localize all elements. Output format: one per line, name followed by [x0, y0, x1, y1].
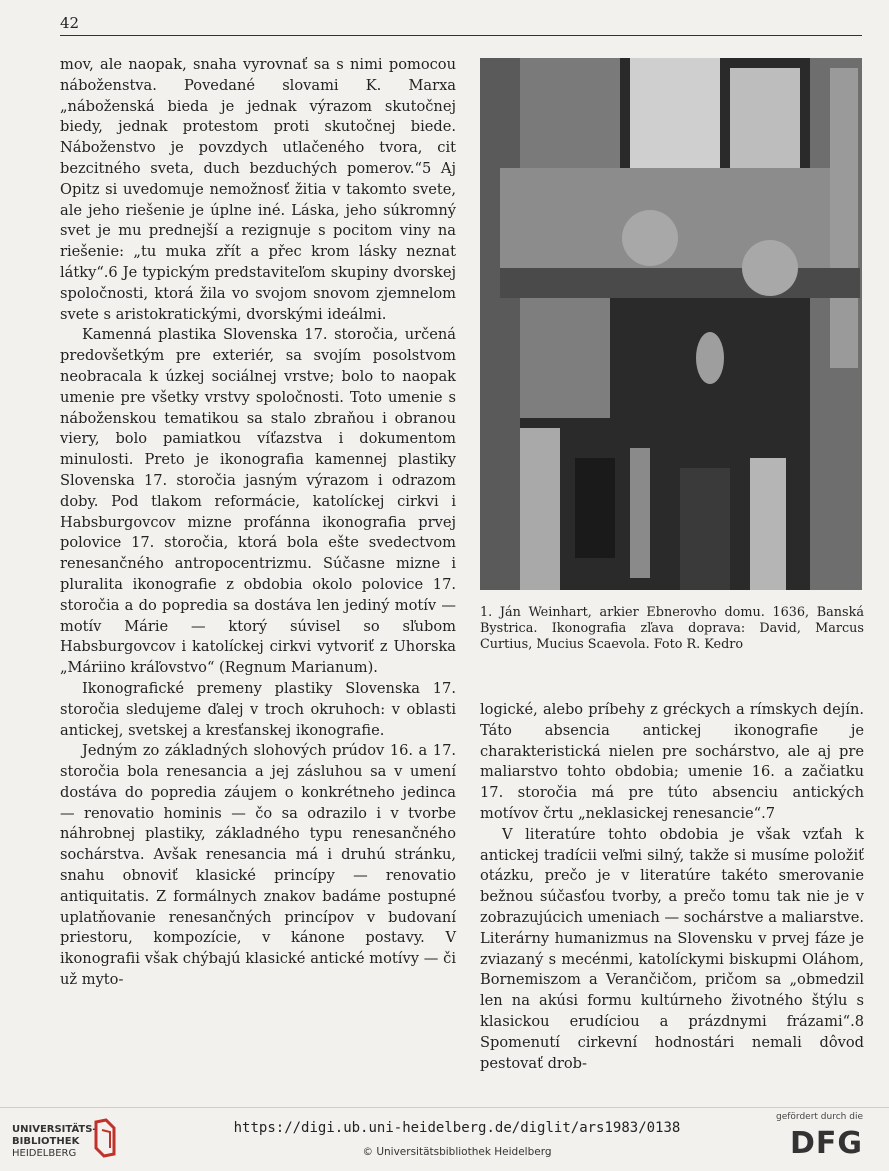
oriel-photograph [480, 58, 862, 590]
paragraph: mov, ale naopak, snaha vyrovnať sa s nimi pomocou náboženstva. Povedané slovami K. Marxa „náboženská bieda je jednak výrazom skutočnej biedy, jednak protestom proti skutočnej biede. Náboženstvo je povzdych utlačeného tvora, cit bezcitného sveta, duch bezduchých pomerov.“5 Aj Opitz si uvedomuje nemožnosť žitia v takomto svete, ale jeho riešenie je úplne iné. Láska, jeho súkromný svet je mu prednejší a rezignuje s pocitom viny na riešenie: „tu muka zřít a přec krom lásky neznat látky“.6 Je typickým predstaviteľom skupiny dvorskej spoločnosti, ktorá žila vo svojom snovom zjemnelom svete s aristokratickými, dvorskými ideálmi. [60, 56, 456, 323]
right-column [480, 700, 864, 1074]
library-line: UNIVERSITÄTS- [12, 1124, 97, 1135]
library-logo-text[interactable] [12, 1124, 97, 1160]
oriel-illustration [480, 58, 862, 590]
viewer-footer [0, 1107, 889, 1171]
library-line: BIBLIOTHEK [12, 1136, 80, 1147]
copyright-notice: © Universitätsbibliothek Heidelberg [362, 1146, 552, 1158]
paragraph: logické, alebo príbehy z gréckych a rímskych dejín. Táto absencia antickej ikonografie je charakteristická nielen pre sochárstvo, ale aj pre maliarstvo tohto obdobia; umenie 16. a začiatku 17. storočia má pre túto absenciu antických motívov črtu „neklasickej renesancie“.7 [480, 701, 864, 822]
page-number: 42 [60, 14, 80, 32]
header-rule [60, 35, 862, 36]
paragraph: V literatúre tohto obdobia je však vzťah k antickej tradícii veľmi silný, takže si musíme položiť otázku, prečo je v literatúre takéto smerovanie bežnou súčasťou tvorby, a prečo tomu tak nie je v zobrazujúcich umeniach — sochárstve a maliarstve. Literárny humanizmus na Slovensku v prvej fáze je zviazaný s mecénmi, katolíckymi biskupmi Oláhom, Bornemiszom a Verančičom, pričom sa „obmedzil len na akúsi formu kultúrneho životného štýlu s klasickou erudíciou a prázdnymi frázami“.8 Spomenutí cirkevní hodnostári nemali dôvod pestovať drob- [480, 825, 864, 1072]
left-column [60, 55, 456, 991]
paragraph: Kamenná plastika Slovenska 17. storočia, určená predovšetkým pre exteriér, sa svojím posolstvom neobracala k úzkej sociálnej vrstve; bolo to naopak umenie pre všetky vrstvy spoločnosti. Toto umenie s náboženskou tematikou sa stalo zbraňou i obranou viery, bolo pamiatkou víťazstva i dokumentom minulosti. Preto je ikonografia kamennej plastiky Slovenska 17. storočia jasným výrazom i odrazom doby. Pod tlakom reformácie, katolíckej cirkvi i Habsburgovcov mizne profánna ikonografia prvej polovice 17. storočia, ktorá bola ešte svedectvom renesančného antropocentrizmu. Súčasne mizne i pluralita ikonografie z obdobia okolo polovice 17. storočia a do popredia sa dostáva len jediný motív — motív Márie — ktorý súvisel so sľubom Habsburgovcov i katolíckej cirkvi vytvoriť z Uhorska „Máriino kráľovstvo“ (Regnum Marianum). [60, 326, 456, 677]
library-logo-icon[interactable] [92, 1118, 118, 1158]
figure-caption: 1. Ján Weinhart, arkier Ebnerovho domu. 1636, Banská Bystrica. Ikonografia zľava doprava: David, Marcus Curtius, Mucius Scaevola. Foto R. Kedro [480, 605, 864, 652]
paragraph: Ikonografické premeny plastiky Slovenska 17. storočia sledujeme ďalej v troch okruhoch: v oblasti antickej, svetskej a kresťanskej ikonografie. [60, 679, 456, 739]
library-line: HEIDELBERG [12, 1148, 77, 1159]
permalink-url[interactable]: https://digi.ub.uni-heidelberg.de/diglit/ars1983/0138 [233, 1120, 681, 1136]
funded-by-label: gefördert durch die [776, 1112, 863, 1122]
paragraph: Jedným zo základných slohových prúdov 16. a 17. storočia bola renesancia a jej zásluhou sa v umení dostáva do popredia záujem o konkrétneho jedinca — renovatio hominis — čo sa odrazilo i v tvorbe náhrobnej plastiky, základného typu renesančného sochárstva. Avšak renesancia má i druhú stránku, snahu obnoviť klasické princípy — renovatio antiquitatis. Z formálnych znakov badáme postupné uplatňovanie renesančných princípov v budovaní priestoru, kompozície, v kánone postavy. V ikonografii však chýbajú klasické antické motívy — či už myto- [60, 742, 456, 989]
dfg-logo[interactable]: DFG [790, 1126, 864, 1161]
